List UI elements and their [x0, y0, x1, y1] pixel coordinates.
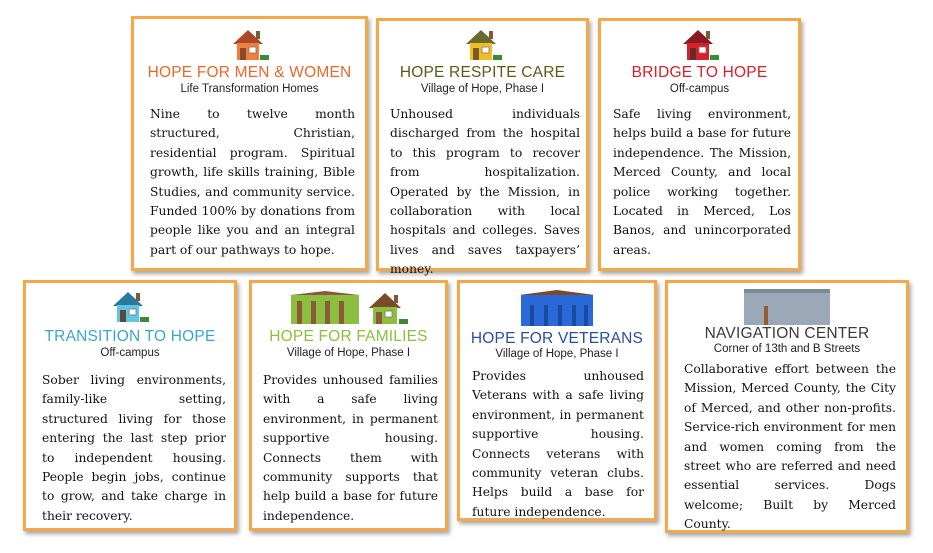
card-hope-for-veterans — [457, 280, 657, 521]
card-navigation-center — [665, 280, 909, 533]
card-body: Sober living environments, family-like setting, structured living for those entering the last step prior to independent housing. People begin jobs, continue to grow, and take charge in their recovery. — [42, 373, 226, 523]
card-title: NAVIGATION CENTER — [704, 325, 870, 342]
card-transition-to-hope — [23, 280, 237, 531]
card-title: BRIDGE TO HOPE — [631, 64, 768, 81]
card-title: HOPE FOR MEN & WOMEN — [147, 64, 352, 81]
blue-building-icon — [519, 289, 595, 327]
orange-house-icon — [230, 27, 270, 61]
card-body: Safe living environment, helps build a base for future independence. The Mission, Merced County, and local police working together. Located in Merced, Los Banos, and unincorporated areas. — [613, 107, 791, 257]
card-body: Nine to twelve month structured, Christian, residential program. Spiritual growth, life skills training, Bible Studies, and community service. Funded 100% by donations from people like you and an integral part of our pathways to hope. — [150, 107, 355, 257]
card-bridge-to-hope — [598, 18, 801, 271]
yellow-house-icon — [463, 27, 503, 61]
card-subtitle: Off-campus — [100, 347, 160, 359]
card-body: Provides unhoused Veterans with a safe living environment, in permanent supportive housing. Connects veterans with community veteran clubs. Helps build a base for future independence. — [472, 369, 644, 519]
card-body: Provides unhoused families with a safe living environment, in permanent supportive housing. Connects them with community supports that help build a base for future independence. — [263, 373, 438, 523]
red-house-icon — [680, 27, 720, 61]
card-subtitle: Village of Hope, Phase I — [420, 83, 545, 95]
card-subtitle: Corner of 13th and B Streets — [713, 343, 861, 355]
card-body: Unhoused individuals discharged from the hospital to this program to recover from hospitalization. Operated by the Mission, in collaboration with local hospitals and colleges. Saves lives and saves taxpayers’ money. — [390, 107, 580, 277]
card-hope-for-families — [249, 280, 448, 531]
card-title: HOPE FOR FAMILIES — [269, 328, 428, 345]
card-title: TRANSITION TO HOPE — [44, 328, 216, 345]
card-subtitle: Village of Hope, Phase I — [495, 348, 619, 360]
blue-house-icon — [110, 289, 150, 323]
card-title: HOPE RESPITE CARE — [399, 64, 566, 81]
gray-building-icon — [744, 289, 830, 325]
card-hope-respite-care — [376, 18, 589, 277]
card-subtitle: Off-campus — [669, 83, 730, 95]
card-subtitle: Village of Hope, Phase I — [286, 347, 411, 359]
card-subtitle: Life Transformation Homes — [180, 83, 319, 95]
card-hope-for-men-women — [131, 16, 368, 271]
card-title: HOPE FOR VETERANS — [470, 330, 644, 347]
card-body: Collaborative effort between the Mission, Merced County, the City of Merced, and other non-profits. Service-rich environment for men and women coming from the street who are referred and need essential services. Dogs welcome; Built by Merced County. — [684, 362, 896, 532]
green-houses-icon — [289, 289, 409, 325]
